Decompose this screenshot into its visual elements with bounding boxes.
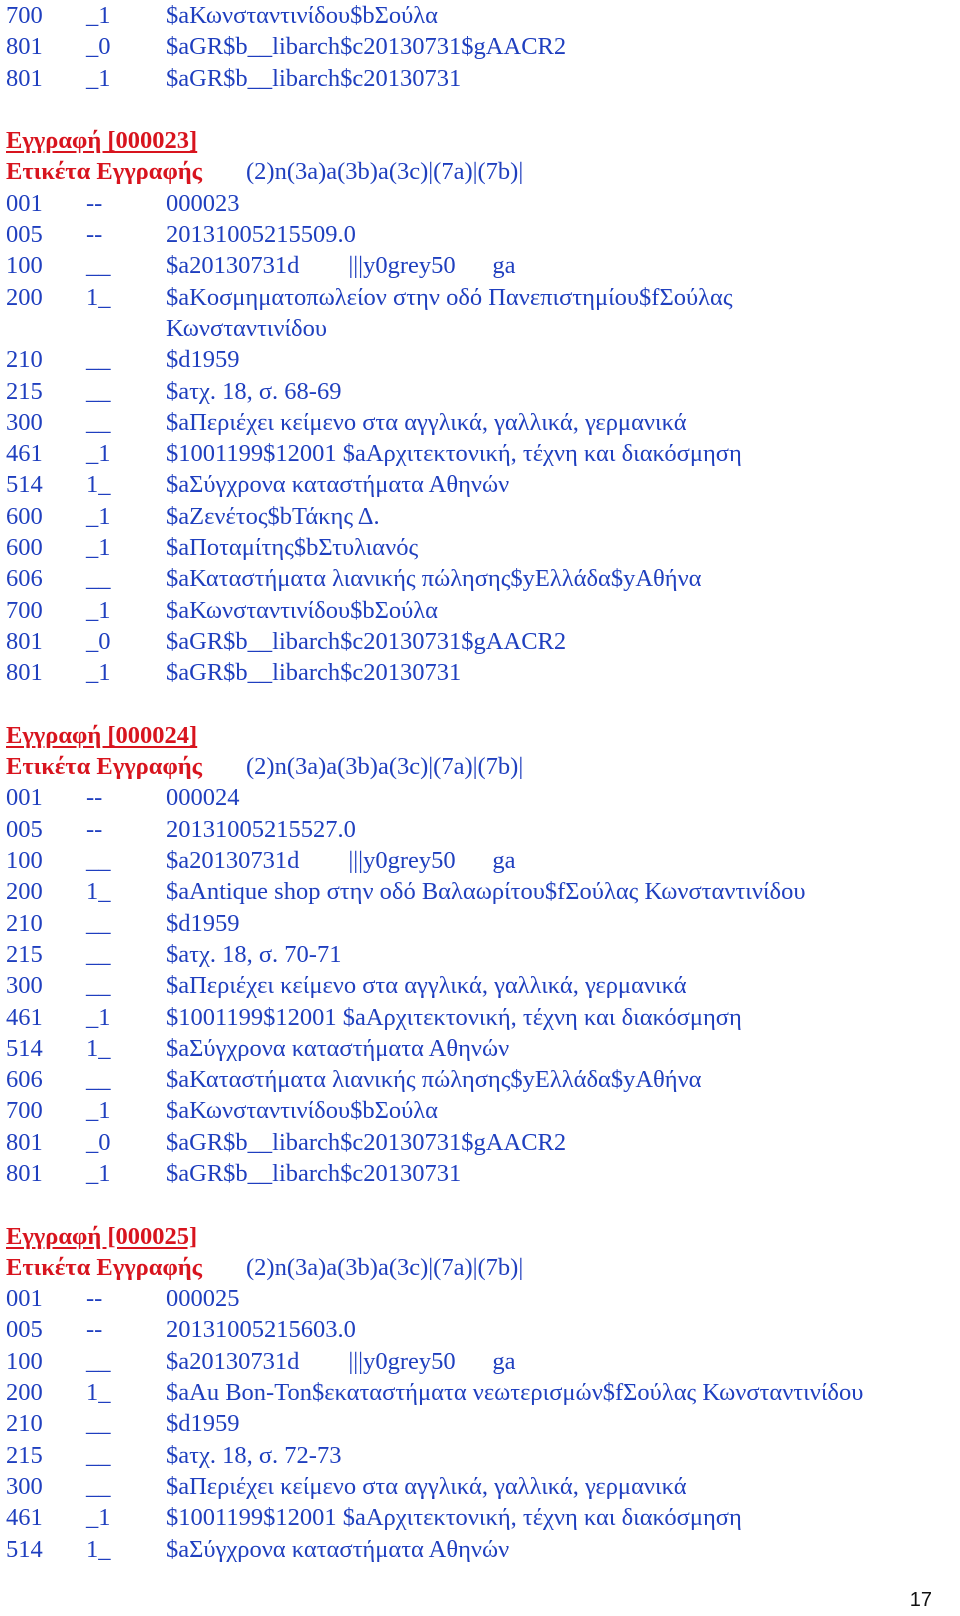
- field-tag: 801: [6, 1128, 43, 1156]
- field-tag: 300: [6, 1472, 43, 1500]
- field-row: [6, 31, 956, 62]
- field-tag: 215: [6, 940, 43, 968]
- field-value: $aτχ. 18, σ. 68-69: [166, 377, 342, 405]
- field-row: [6, 1002, 956, 1033]
- field-indicator: _0: [86, 1128, 111, 1156]
- field-indicator: __: [86, 377, 111, 405]
- record-label-name: Ετικέτα Εγγραφής: [6, 753, 202, 781]
- field-indicator: __: [86, 252, 111, 280]
- field-row: [6, 188, 956, 219]
- field-row: [6, 845, 956, 876]
- field-value: $d1959: [166, 346, 240, 374]
- field-indicator: __: [86, 1347, 111, 1375]
- field-row: [6, 626, 956, 657]
- record-label-line: [6, 1252, 956, 1283]
- field-value: $1001199$12001 $aΑρχιτεκτονική, τέχνη και διακόσμηση: [166, 440, 742, 468]
- field-tag: 514: [6, 471, 43, 499]
- field-indicator: __: [86, 972, 111, 1000]
- field-indicator: __: [86, 1472, 111, 1500]
- field-indicator: _0: [86, 627, 111, 655]
- field-value: $aΚωνσταντινίδου$bΣούλα: [166, 2, 438, 29]
- field-value: $aΖενέτος$bΤάκης Δ.: [166, 502, 380, 530]
- field-indicator: _1: [86, 440, 111, 468]
- field-value: $aΚαταστήματα λιανικής πώλησης$yΕλλάδα$yΑθήνα: [166, 1066, 702, 1094]
- field-row: [6, 1346, 956, 1377]
- field-indicator: --: [86, 1316, 103, 1344]
- field-value: 000025: [166, 1285, 240, 1313]
- field-row: [6, 438, 956, 469]
- field-tag: 005: [6, 221, 43, 249]
- field-tag: 215: [6, 1441, 43, 1469]
- field-row: [6, 1314, 956, 1345]
- field-tag: 606: [6, 565, 43, 593]
- document-page: [6, 0, 956, 1565]
- field-tag: 801: [6, 64, 43, 92]
- field-row: [6, 1377, 956, 1408]
- field-row: [6, 407, 956, 438]
- field-tag: 100: [6, 847, 43, 875]
- field-tag: 215: [6, 377, 43, 405]
- field-row: [6, 219, 956, 250]
- record-title-line: [6, 720, 956, 751]
- field-value: $a20130731d |||y0grey50 ga: [166, 847, 516, 875]
- field-value: $aAu Bon-Ton$εκαταστήματα νεωτερισμών$fΣούλας Κωνσταντινίδου: [166, 1379, 864, 1407]
- field-value: 000024: [166, 784, 240, 812]
- field-indicator: __: [86, 847, 111, 875]
- record-spacer: [6, 1189, 956, 1220]
- field-row: [6, 1158, 956, 1189]
- field-value: $d1959: [166, 1410, 240, 1438]
- field-value: $aτχ. 18, σ. 70-71: [166, 940, 342, 968]
- field-tag: 514: [6, 1535, 43, 1563]
- field-value: $aΚοσμηματοπωλείον στην οδό Πανεπιστημίου$fΣούλας: [166, 283, 733, 311]
- field-continuation: [6, 313, 956, 344]
- field-indicator: _1: [86, 64, 111, 92]
- field-row: [6, 376, 956, 407]
- field-row: [6, 282, 956, 313]
- field-tag: 005: [6, 815, 43, 843]
- field-row: [6, 469, 956, 500]
- field-tag: 801: [6, 33, 43, 61]
- field-value: 20131005215509.0: [166, 221, 356, 249]
- field-value: $aΚαταστήματα λιανικής πώλησης$yΕλλάδα$yΑθήνα: [166, 565, 702, 593]
- field-tag: 100: [6, 1347, 43, 1375]
- field-row: [6, 1534, 956, 1565]
- field-tag: 300: [6, 972, 43, 1000]
- field-value: $aAntique shop στην οδό Βαλαωρίτου$fΣούλας Κωνσταντινίδου: [166, 878, 806, 906]
- field-indicator: __: [86, 408, 111, 436]
- field-indicator: _1: [86, 2, 111, 29]
- field-row: [6, 1127, 956, 1158]
- field-row: [6, 1095, 956, 1126]
- field-value: 20131005215603.0: [166, 1316, 356, 1344]
- field-indicator: _1: [86, 534, 111, 562]
- field-indicator: __: [86, 346, 111, 374]
- field-tag: 001: [6, 1285, 43, 1313]
- field-indicator: __: [86, 565, 111, 593]
- field-indicator: 1_: [86, 1379, 111, 1407]
- field-value: $1001199$12001 $aΑρχιτεκτονική, τέχνη και διακόσμηση: [166, 1504, 742, 1532]
- field-row: [6, 1502, 956, 1533]
- field-indicator: --: [86, 784, 103, 812]
- field-value: 000023: [166, 189, 240, 217]
- field-value: $aGR$b__libarch$c20130731: [166, 659, 462, 687]
- field-tag: 606: [6, 1066, 43, 1094]
- record-spacer: [6, 94, 956, 125]
- field-value: $aτχ. 18, σ. 72-73: [166, 1441, 342, 1469]
- field-tag: 100: [6, 252, 43, 280]
- record-label-code: (2)n(3a)a(3b)a(3c)|(7a)|(7b)|: [246, 158, 524, 186]
- record-label-name: Ετικέτα Εγγραφής: [6, 1253, 202, 1281]
- field-indicator: _1: [86, 596, 111, 624]
- field-value: $aΣύγχρονα καταστήματα Αθηνών: [166, 1034, 510, 1062]
- field-value: 20131005215527.0: [166, 815, 356, 843]
- field-tag: 200: [6, 1379, 43, 1407]
- record-label-code: (2)n(3a)a(3b)a(3c)|(7a)|(7b)|: [246, 1253, 524, 1281]
- field-row: [6, 532, 956, 563]
- field-value: $a20130731d |||y0grey50 ga: [166, 252, 516, 280]
- field-indicator: __: [86, 909, 111, 937]
- field-indicator: 1_: [86, 1034, 111, 1062]
- field-indicator: --: [86, 815, 103, 843]
- field-indicator: --: [86, 1285, 103, 1313]
- field-value: $aΣύγχρονα καταστήματα Αθηνών: [166, 1535, 510, 1563]
- field-row: [6, 501, 956, 532]
- field-row: [6, 814, 956, 845]
- field-indicator: _0: [86, 33, 111, 61]
- field-indicator: _1: [86, 1003, 111, 1031]
- field-indicator: --: [86, 189, 103, 217]
- field-row: [6, 970, 956, 1001]
- field-tag: 300: [6, 408, 43, 436]
- field-row: [6, 250, 956, 281]
- field-tag: 700: [6, 1097, 43, 1125]
- field-tag: 801: [6, 659, 43, 687]
- record-title-line: [6, 1221, 956, 1252]
- field-row: [6, 657, 956, 688]
- field-indicator: _1: [86, 502, 111, 530]
- field-row: [6, 782, 956, 813]
- field-row: [6, 595, 956, 626]
- field-tag: 600: [6, 534, 43, 562]
- field-value: $a20130731d |||y0grey50 ga: [166, 1347, 516, 1375]
- field-tag: 801: [6, 1159, 43, 1187]
- field-value: $aGR$b__libarch$c20130731: [166, 1159, 462, 1187]
- field-value: $aGR$b__libarch$c20130731$gAACR2: [166, 33, 567, 61]
- field-tag: 210: [6, 1410, 43, 1438]
- field-row: [6, 0, 956, 31]
- field-indicator: __: [86, 1410, 111, 1438]
- field-indicator: 1_: [86, 283, 111, 311]
- field-value: $aΠεριέχει κείμενο στα αγγλικά, γαλλικά, γερμανικά: [166, 408, 687, 436]
- field-indicator: __: [86, 1441, 111, 1469]
- field-tag: 700: [6, 2, 43, 29]
- field-value: $aΣύγχρονα καταστήματα Αθηνών: [166, 471, 510, 499]
- record-label-code: (2)n(3a)a(3b)a(3c)|(7a)|(7b)|: [246, 753, 524, 781]
- field-row: [6, 1033, 956, 1064]
- field-tag: 001: [6, 189, 43, 217]
- field-row: [6, 908, 956, 939]
- field-value: $aΠεριέχει κείμενο στα αγγλικά, γαλλικά, γερμανικά: [166, 1472, 687, 1500]
- field-indicator: _1: [86, 659, 111, 687]
- record-label-name: Ετικέτα Εγγραφής: [6, 158, 202, 186]
- record-label-line: [6, 751, 956, 782]
- field-tag: 210: [6, 909, 43, 937]
- field-indicator: __: [86, 1066, 111, 1094]
- field-indicator: _1: [86, 1504, 111, 1532]
- field-value: $aΠοταμίτης$bΣτυλιανός: [166, 534, 419, 562]
- field-row: [6, 344, 956, 375]
- record-title-line: [6, 125, 956, 156]
- record-title: Εγγραφή [000023]: [6, 127, 198, 155]
- field-row: [6, 1471, 956, 1502]
- field-indicator: __: [86, 940, 111, 968]
- field-tag: 461: [6, 1504, 43, 1532]
- field-value: $aGR$b__libarch$c20130731: [166, 64, 462, 92]
- page-number: 17: [909, 1589, 932, 1611]
- field-value: $d1959: [166, 909, 240, 937]
- field-row: [6, 876, 956, 907]
- field-value: $aΠεριέχει κείμενο στα αγγλικά, γαλλικά, γερμανικά: [166, 972, 687, 1000]
- field-row: [6, 1440, 956, 1471]
- record-title: Εγγραφή [000024]: [6, 721, 198, 749]
- field-row: [6, 1283, 956, 1314]
- field-tag: 600: [6, 502, 43, 530]
- field-tag: 700: [6, 596, 43, 624]
- field-tag: 200: [6, 878, 43, 906]
- record-title: Εγγραφή [000025]: [6, 1222, 198, 1250]
- field-tag: 461: [6, 440, 43, 468]
- field-tag: 210: [6, 346, 43, 374]
- field-indicator: _1: [86, 1097, 111, 1125]
- field-row: [6, 1408, 956, 1439]
- field-row: [6, 939, 956, 970]
- field-tag: 461: [6, 1003, 43, 1031]
- field-tag: 801: [6, 627, 43, 655]
- field-value: $aGR$b__libarch$c20130731$gAACR2: [166, 1128, 567, 1156]
- field-row: [6, 563, 956, 594]
- field-row: [6, 1064, 956, 1095]
- field-value: $aΚωνσταντινίδου$bΣούλα: [166, 1097, 438, 1125]
- field-indicator: 1_: [86, 471, 111, 499]
- field-tag: 514: [6, 1034, 43, 1062]
- field-value: $aΚωνσταντινίδου$bΣούλα: [166, 596, 438, 624]
- field-value: $1001199$12001 $aΑρχιτεκτονική, τέχνη και διακόσμηση: [166, 1003, 742, 1031]
- field-row: [6, 63, 956, 94]
- field-indicator: 1_: [86, 878, 111, 906]
- field-indicator: _1: [86, 1159, 111, 1187]
- field-indicator: --: [86, 221, 103, 249]
- record-spacer: [6, 689, 956, 720]
- field-tag: 200: [6, 283, 43, 311]
- field-indicator: 1_: [86, 1535, 111, 1563]
- field-tag: 001: [6, 784, 43, 812]
- field-tag: 005: [6, 1316, 43, 1344]
- field-value-continuation: Κωνσταντινίδου: [166, 314, 327, 342]
- record-label-line: [6, 156, 956, 187]
- field-value: $aGR$b__libarch$c20130731$gAACR2: [166, 627, 567, 655]
